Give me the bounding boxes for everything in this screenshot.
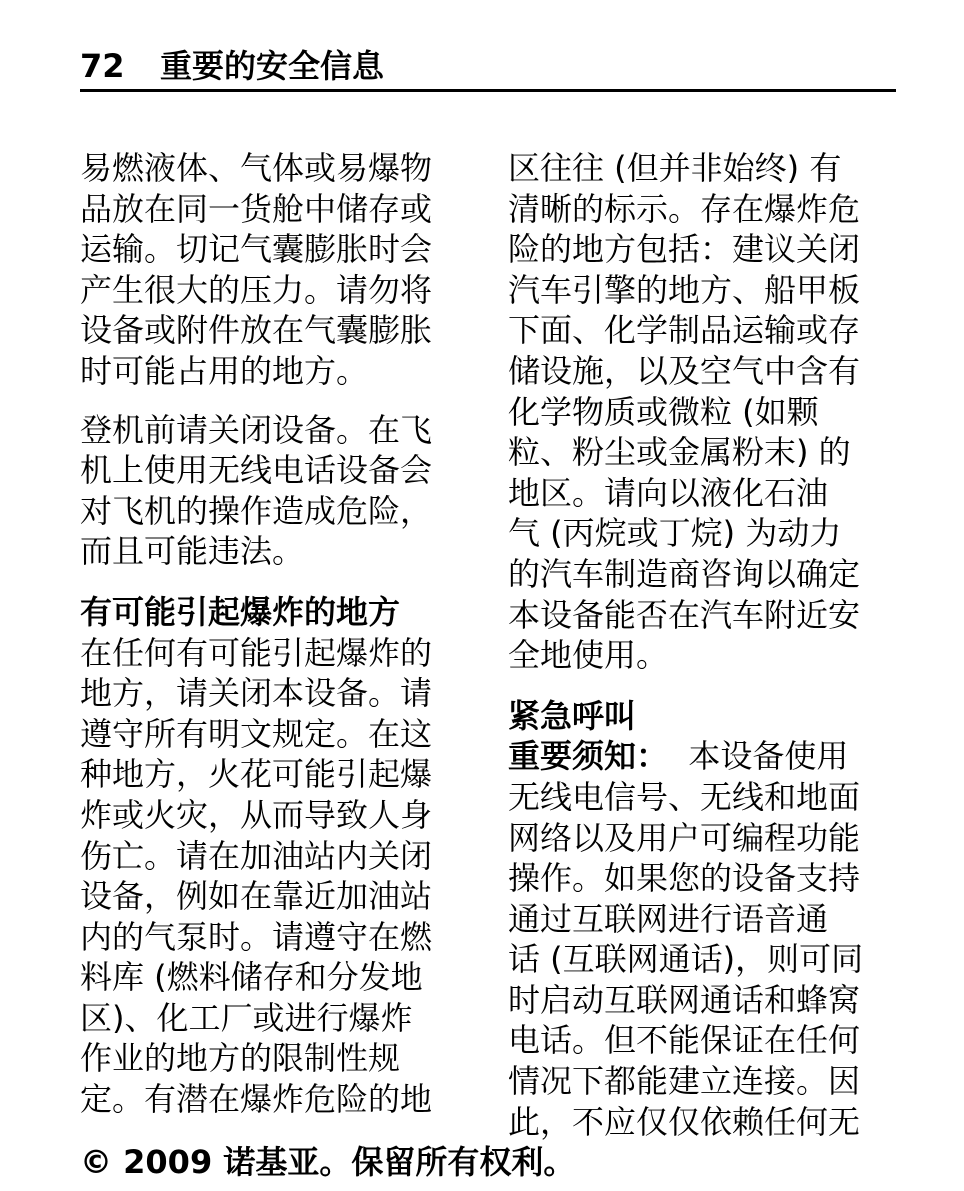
page-number: 72: [80, 47, 125, 85]
heading-explosive-areas: 有可能引起爆炸的地方: [80, 592, 401, 631]
right-column: [508, 148, 888, 1142]
left-column: [80, 148, 460, 1120]
notice-first-words: 本设备使用: [668, 737, 849, 776]
section-title: 重要的安全信息: [160, 47, 385, 85]
important-notice-label: 重要须知：: [508, 737, 669, 776]
notice-line: [508, 736, 888, 777]
paragraph-explosive-areas: 在任何有可能引起爆炸的 地方，请关闭本设备。请 遵守所有明文规定。在这 种地方，火花可能引起爆 炸或火灾，从而导致人身 伤亡。请在加油站内关闭 设备，例如在靠近加油站 内的气泵时。请遵守在燃 料库 (燃料储存和分发地 区)、化工厂或进行爆炸 作业的地方的限制性规 定。有潜在爆炸危险的地: [80, 633, 433, 1119]
heading-emergency-calls: 紧急呼叫: [508, 696, 637, 735]
copyright-footer: © 2009 诺基亚。保留所有权利。: [80, 1143, 576, 1181]
paragraph-airbag: 易燃液体、气体或易爆物 品放在同一货舱中储存或 运输。切记气囊膨胀时会 产生很大的压力。请勿将 设备或附件放在气囊膨胀 时可能占用的地方。: [80, 149, 433, 390]
paragraph-aircraft: 登机前请关闭设备。在飞 机上使用无线电话设备会 对飞机的操作造成危险， 而且可能违法。: [80, 410, 433, 571]
paragraph-emergency-calls: 无线电信号、无线和地面 网络以及用户可编程功能 操作。如果您的设备支持 通过互联网进行语音通 话 (互联网通话)，则可同 时启动互联网通话和蜂窝 电话。但不能保证在任何 情况下都能建立连接。因 此，不应仅仅依赖任何无: [508, 777, 864, 1141]
paragraph-explosive-areas-cont: 区往往 (但并非始终) 有 清晰的标示。存在爆炸危 险的地方包括：建议关闭 汽车引擎的地方、船甲板 下面、化学制品运输或存 储设施，以及空气中含有 化学物质或微粒 (如颗 粒、粉尘或金属粉末) 的 地区。请向以液化石油 气 (丙烷或丁烷) 为动力 的汽车制造商咨询以确定 本设备能否在汽车附近安 全地使用。: [508, 149, 861, 675]
page-header: [80, 42, 896, 92]
